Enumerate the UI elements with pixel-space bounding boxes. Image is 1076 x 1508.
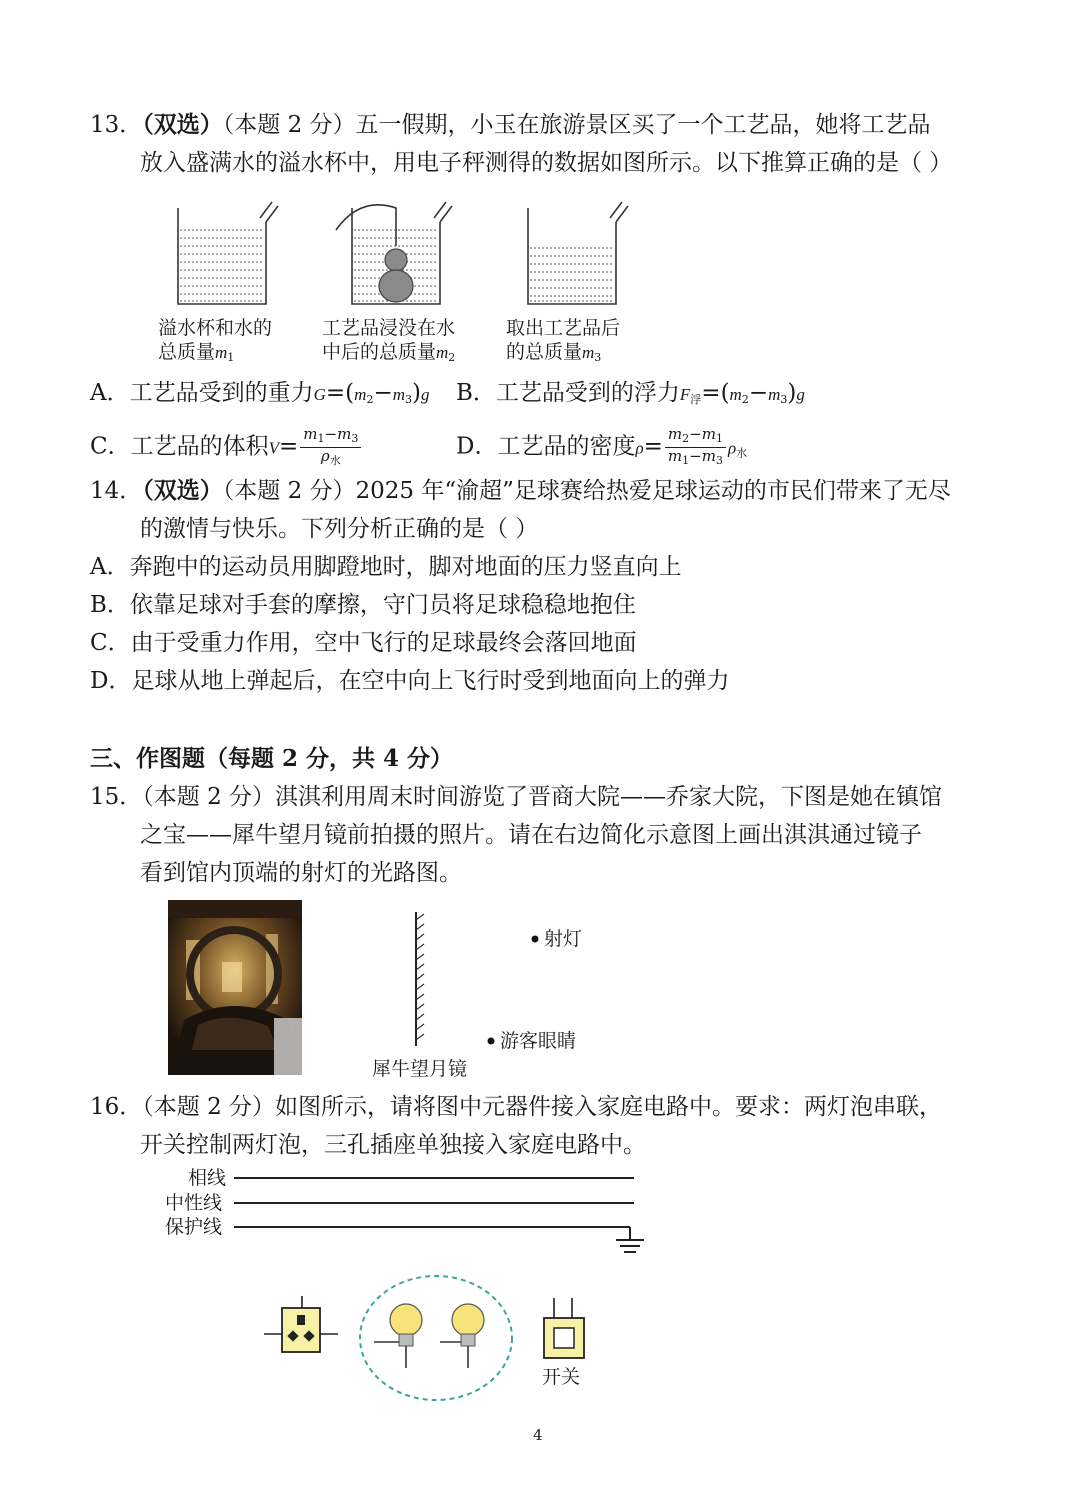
q14-line2: 的激情与快乐。下列分析正确的是（ ） [140, 516, 539, 542]
q15-line1: 15．（本题 2 分）淇淇利用周末时间游览了晋商大院——乔家大院，下图是她在镇馆 [90, 784, 943, 810]
q14-option-d: D．足球从地上弹起后，在空中向上飞行时受到地面向上的弹力 [90, 668, 730, 694]
q13-line1: 13．（双选）（本题 2 分）五一假期，小玉在旅游景区买了一个工艺品，她将工艺品 [90, 111, 931, 138]
lamp-point [530, 934, 540, 944]
q16-line1: 16．（本题 2 分）如图所示，请将图中元器件接入家庭电路中。要求：两灯泡串联， [90, 1094, 943, 1120]
switch [540, 1298, 590, 1362]
eye-point [486, 1036, 496, 1046]
q14-option-b: B．依靠足球对手套的摩擦，守门员将足球稳稳地抱住 [90, 592, 636, 618]
q13-option-a: A．工艺品受到的重力$G=(m_2-m_3)g$ [90, 380, 430, 406]
live-wire-label: 相线 [188, 1167, 227, 1189]
q15-line3: 看到馆内顶端的射灯的光路图。 [140, 860, 462, 886]
bulbs-group [358, 1272, 514, 1404]
mirror-schematic [408, 912, 432, 1048]
switch-label: 开关 [542, 1366, 581, 1388]
q13-option-d: D．工艺品的密度ρ= $\frac{m_2-m_1}{m_1-m_3}$ $\rho_水$ [456, 425, 748, 467]
page-number: 4 [533, 1426, 543, 1444]
wires [234, 1170, 654, 1260]
section-3-heading: 三、作图题（每题 2 分，共 4 分） [90, 745, 454, 772]
caption-3: 取出工艺品后 的总质量$m_3$ [506, 317, 621, 364]
neutral-wire-label: 中性线 [165, 1192, 223, 1214]
q13-option-c: C．工艺品的体积V= $\frac{m_1-m_3}{\rho_水}$ [90, 426, 363, 469]
q16-line2: 开关控制两灯泡，三孔插座单独接入家庭电路中。 [140, 1132, 646, 1158]
beaker-1-figure [170, 200, 280, 312]
bulb-2 [440, 1304, 484, 1368]
q14-option-c: C．由于受重力作用，空中飞行的足球最终会落回地面 [90, 630, 637, 656]
eye-label: 游客眼睛 [500, 1030, 577, 1052]
q15-line2: 之宝——犀牛望月镜前拍摄的照片。请在右边简化示意图上画出淇淇通过镜子 [140, 822, 922, 848]
lamp-label: 射灯 [544, 928, 583, 950]
mirror-photo [168, 900, 302, 1075]
q14-line1: 14．（双选）（本题 2 分）2025 年“渝超”足球赛给热爱足球运动的市民们带来了无尽 [90, 477, 951, 504]
mirror-label: 犀牛望月镜 [372, 1058, 468, 1080]
beaker-2-figure [330, 200, 460, 312]
q14-option-a: A．奔跑中的运动员用脚蹬地时，脚对地面的压力竖直向上 [90, 554, 682, 580]
beaker-3-figure [520, 200, 630, 312]
caption-2: 工艺品浸没在水 中后的总质量$m_2$ [322, 317, 456, 364]
ground-wire-label: 保护线 [165, 1216, 223, 1238]
caption-1: 溢水杯和水的 总质量$m_1$ [158, 317, 273, 364]
q13-line2: 放入盛满水的溢水杯中，用电子秤测得的数据如图所示。以下推算正确的是（ ） [140, 150, 953, 176]
bulb-1 [374, 1304, 422, 1368]
three-pin-socket [264, 1296, 338, 1356]
q13-option-b: B．工艺品受到的浮力$F_浮=(m_2-m_3)g$ [456, 380, 805, 406]
